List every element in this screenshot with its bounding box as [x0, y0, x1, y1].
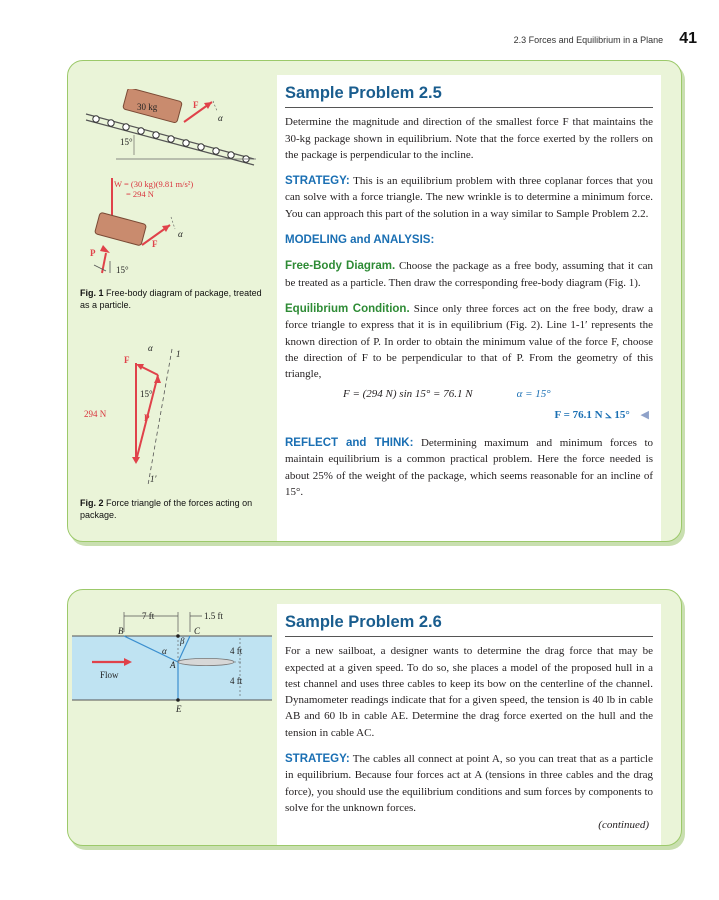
fbd-angle-label: 15°	[116, 265, 129, 275]
problem-2-5-title: Sample Problem 2.5	[285, 85, 653, 108]
free-body-diagram-figure	[76, 173, 271, 283]
result-row	[285, 407, 653, 423]
fig1-caption-label: Fig. 1	[80, 288, 104, 298]
angle-beta-label: β	[180, 636, 185, 646]
package-on-incline-figure	[76, 89, 266, 179]
line-1-label: 1	[176, 349, 181, 359]
force-P-arrowhead	[100, 245, 110, 253]
equilibrium-text: Since only three forces act on the free body, draw a force triangle to express that it is in equilibrium (Fig. 2). Line 1-1′ represents the known direction of P. In order to obtain the minimum value of the force F, choose the direction of F to be perpendicular to that of P. From the geometry of this triangle,	[285, 302, 654, 381]
force-triangle-figure	[76, 337, 271, 497]
section-title: 2.3 Forces and Equilibrium in a Plane	[513, 35, 664, 45]
result-marker-icon: ◀	[640, 408, 649, 421]
dim-4ft-upper-label: 4 ft	[230, 646, 243, 656]
reflect-text: Determining maximum and minimum forces to maintain equilibrium is a common practical problem. Here the force needed is about 25% of the weight of the package, which seems reasonable for an incline of 15°.	[285, 437, 653, 498]
page-number: 41	[679, 30, 697, 47]
fig2-weight-label: 294 N	[84, 409, 107, 419]
force-P-label: P	[90, 248, 96, 258]
force-equation: F = (294 N) sin 15° = 76.1 N	[343, 388, 473, 401]
fig2-P-label: P	[144, 413, 150, 423]
angle-alpha-label: α	[162, 646, 167, 656]
weight-label-line1: W = (30 kg)(9.81 m/s²)	[114, 179, 194, 189]
line-1-prime-label: 1′	[150, 474, 157, 484]
fbd-text: Choose the package as a free body, assuming that it can be treated as a particle. Then draw the corresponding free-body diagram (Fig. 1).	[285, 260, 653, 289]
problem-2-6-text	[277, 604, 661, 845]
alpha-equation: α = 15°	[516, 388, 551, 401]
dim-4ft-lower-label: 4 ft	[230, 676, 243, 686]
line-1-1-prime	[148, 349, 172, 485]
point-B-label: B	[118, 626, 124, 636]
continued-note: (continued)	[598, 818, 649, 831]
P-vector-head	[154, 375, 161, 383]
weight-label-line2: = 294 N	[126, 189, 154, 199]
equation-row	[285, 386, 653, 402]
problem-2-5-statement: Determine the magnitude and direction of the smallest force F that maintains the 30-kg package shown in equilibrium. Note that the force exerted by the rollers on the package is perpendicular to the incline.	[285, 116, 653, 161]
problem-2-5-text	[277, 75, 661, 541]
strategy-text: This is an equilibrium problem with three coplanar forces that you can solve with a force triangle. The new wrinkle is to determine a minimum force. You can approach this part of the solution in a way similar to Sample Problem 2.2.	[285, 175, 653, 220]
equilibrium-paragraph	[285, 301, 653, 382]
fig2-caption-text: Force triangle of the forces acting on package.	[80, 498, 253, 520]
fbd-alpha-label: α	[178, 229, 183, 239]
fig1-caption-text: Free-body diagram of package, treated as a particle.	[80, 288, 262, 310]
problem-2-6-strategy	[285, 751, 653, 816]
fbd-label: Free-Body Diagram.	[285, 260, 396, 273]
point-E-marker	[176, 698, 180, 702]
fig2-alpha-label: α	[148, 343, 153, 353]
sample-problem-2-5-panel	[67, 60, 682, 542]
dim-15ft-label: 1.5 ft	[204, 611, 223, 621]
incline-angle-label: 15°	[120, 137, 133, 147]
sailboat-channel-figure	[72, 604, 272, 719]
point-C-label: C	[194, 626, 201, 636]
fig1-caption	[80, 287, 266, 311]
running-header	[514, 30, 697, 48]
flow-label: Flow	[100, 670, 119, 680]
point-A-label: A	[170, 660, 176, 670]
fig2-F-label: F	[124, 355, 130, 365]
fig2-angle-label: 15°	[140, 389, 153, 399]
hull-model	[178, 658, 234, 665]
dim-7ft-label: 7 ft	[142, 611, 155, 621]
normal-reference	[213, 101, 217, 111]
reflect-label: REFLECT and THINK:	[285, 437, 414, 450]
strategy-label: STRATEGY:	[285, 175, 350, 188]
problem-2-6-statement: For a new sailboat, a designer wants to determine the drag force that may be expected at a given speed. To do so, she places a model of the proposed hull in a test channel and uses three cables to keep its bow on the centerline of the channel. Dynamometer readings indicate that for a given speed, the tension is 40 lb in cable AB and 60 lb in cable AE. Determine the drag force exerted on the hull and the tension in cable AC.	[285, 645, 653, 739]
fbd-paragraph	[285, 258, 653, 291]
reflect-paragraph	[285, 435, 653, 500]
fbd-normal-reference	[171, 217, 175, 229]
fbd-force-F-label: F	[152, 239, 158, 249]
modeling-heading: MODELING and ANALYSIS:	[285, 234, 435, 247]
fig2-caption-label: Fig. 2	[80, 498, 104, 508]
problem-2-6-strategy-label: STRATEGY:	[285, 753, 350, 766]
equilibrium-label: Equilibrium Condition.	[285, 302, 410, 315]
strategy-paragraph	[285, 173, 653, 222]
sample-problem-2-6-panel	[67, 589, 682, 846]
point-E-label: E	[176, 704, 182, 714]
problem-2-6-title: Sample Problem 2.6	[285, 614, 653, 637]
problem-2-6-strategy-text: The cables all connect at point A, so you can treat that as a particle in equilibrium. Because four forces act at A (tensions in three cables and the drag force), you should use the equilibrium conditions and sum forces by components to solve for the unknown forces.	[285, 753, 653, 814]
fig2-caption	[80, 497, 266, 521]
alpha-label: α	[218, 113, 223, 123]
mass-label: 30 kg	[137, 102, 158, 112]
result-value: F = 76.1 N ⦣ 15°	[554, 408, 630, 421]
fbd-package-box	[94, 212, 146, 246]
force-F-label: F	[193, 100, 199, 110]
